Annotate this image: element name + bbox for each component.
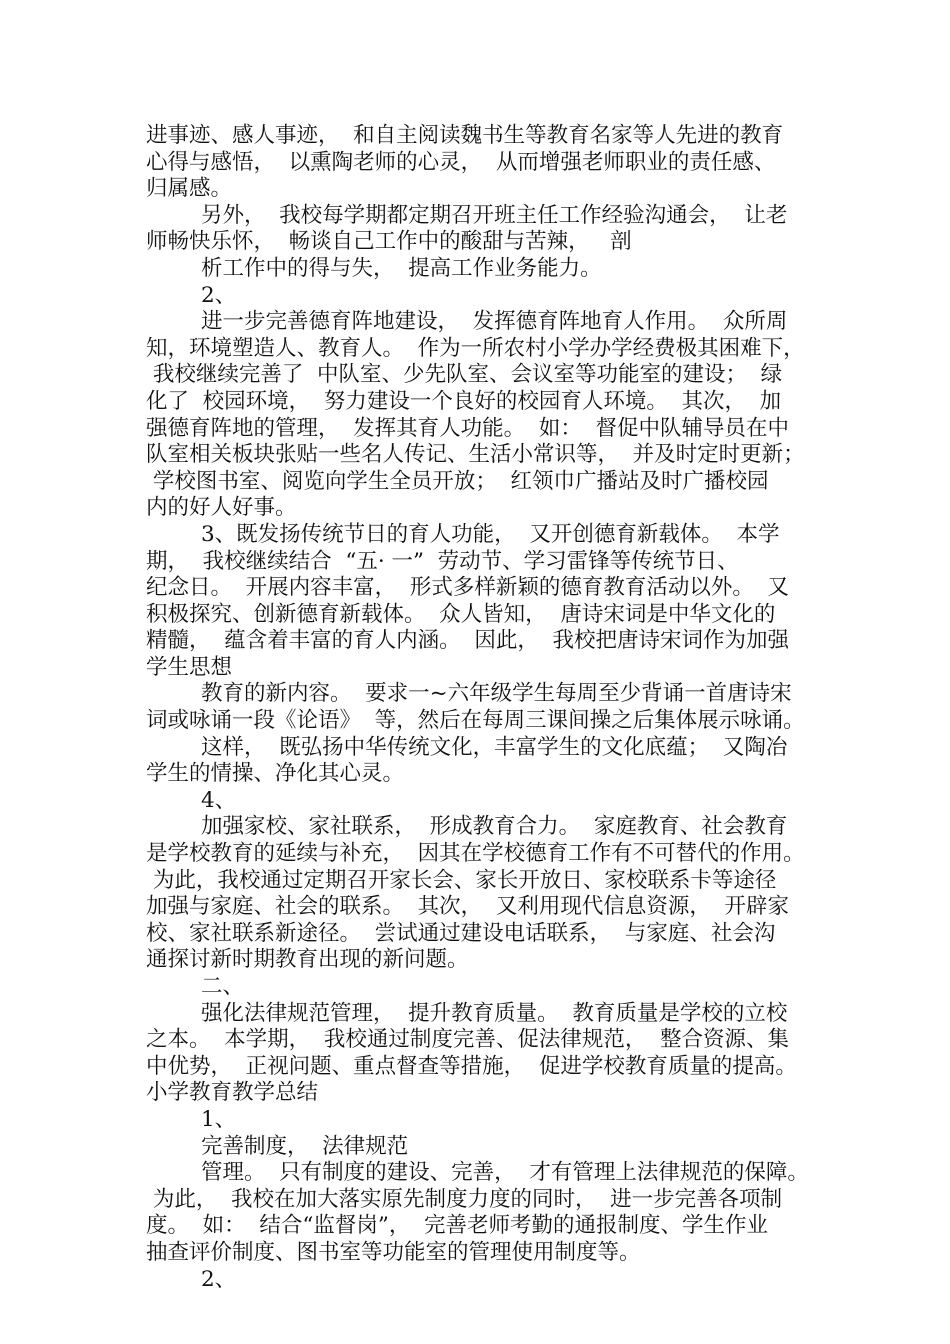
text-line: 加强家校、家社联系， 形成教育合力。 家庭教育、社会教育	[201, 814, 788, 840]
text-line: 是学校教育的延续与补充， 因其在学校德育工作有不可替代的作用。	[146, 841, 805, 867]
text-line: 积极探究、创新德育新载体。 众人皆知， 唐诗宋词是中华文化的	[146, 601, 776, 627]
text-line: 精髓， 蕴含着丰富的育人内涵。 因此， 我校把唐诗宋词作为加强	[146, 628, 790, 654]
text-line: 之本。 本学期， 我校通过制度完善、促法律规范， 整合资源、集	[146, 1027, 790, 1053]
text-line: 通探讨新时期教育出现的新问题。	[146, 947, 469, 973]
text-line: 度。 如： 结合“监督岗”， 完善老师考勤的通报制度、学生作业	[146, 1213, 768, 1239]
text-line: 教育的新内容。 要求一~六年级学生每周至少背诵一首唐诗宋	[201, 681, 792, 707]
text-line: 为此，我校通过定期召开家长会、家长开放日、家校联系卡等途径	[146, 867, 777, 893]
text-line: 内的好人好事。	[146, 495, 297, 521]
text-line: 加强与家庭、社会的联系。 其次， 又利用现代信息资源， 开辟家	[146, 894, 790, 920]
text-line: 管理。 只有制度的建设、完善， 才有管理上法律规范的保障。	[201, 1160, 809, 1186]
text-line: 2、	[201, 1266, 237, 1292]
text-line: 纪念日。 开展内容丰富， 形式多样新颖的德育教育活动以外。 又	[146, 575, 790, 601]
text-line: 知，环境塑造人、教育人。 作为一所农村小学办学经费极其困难下，	[146, 335, 805, 361]
text-line: 我校继续完善了 中队室、少先队室、会议室等功能室的建设； 绿	[146, 362, 783, 388]
text-line: 期， 我校继续结合 “五· 一” 劳动节、学习雷锋等传统节日、	[146, 548, 739, 574]
text-line: 师畅快乐怀， 畅谈自己工作中的酸甜与苦辣， 剖	[146, 229, 632, 255]
text-line: 学生的情操、净化其心灵。	[146, 761, 405, 787]
text-line: 析工作中的得与失， 提高工作业务能力。	[201, 255, 602, 281]
text-line: 抽查评价制度、图书室等功能室的管理使用制度等。	[146, 1239, 641, 1265]
text-line: 进事迹、感人事迹， 和自主阅读魏书生等教育名家等人先进的教育	[146, 123, 784, 148]
document-body	[146, 123, 836, 1293]
text-line: 学生思想	[146, 654, 233, 680]
text-line: 强化法律规范管理， 提升教育质量。 教育质量是学校的立校	[201, 1000, 788, 1026]
text-line: 词或咏诵一段《论语》 等，然后在每周三课间操之后集体展示咏诵。	[146, 708, 805, 734]
text-line: 3、既发扬传统节日的育人功能， 又开创德育新载体。 本学	[201, 521, 780, 547]
text-line: 归属感。	[146, 176, 233, 202]
text-line: 完善制度， 法律规范	[201, 1133, 409, 1159]
text-line: 强德育阵地的管理， 发挥其育人功能。 如： 督促中队辅导员在中	[146, 415, 790, 441]
text-line: 4、	[201, 787, 237, 813]
text-line: 心得与感悟， 以熏陶老师的心灵， 从而增强老师职业的责任感、	[146, 149, 776, 175]
text-line: 为此， 我校在加大落实原先制度力度的同时， 进一步完善各项制	[146, 1186, 783, 1212]
text-line: 这样， 既弘扬中华传统文化，丰富学生的文化底蕴； 又陶冶	[201, 734, 788, 760]
text-line: 二、	[201, 974, 245, 999]
text-line: 中优势， 正视问题、重点督查等措施， 促进学校教育质量的提高。	[146, 1053, 797, 1079]
text-line: 1、	[201, 1106, 237, 1132]
text-line: 进一步完善德育阵地建设， 发挥德育阵地育人作用。 众所周	[201, 309, 788, 335]
text-line: 化了 校园环境， 努力建设一个良好的校园育人环境。 其次， 加	[146, 388, 782, 414]
text-line: 另外， 我校每学期都定期召开班主任工作经验沟通会， 让老	[201, 202, 788, 228]
text-line: 校、家社联系新途径。 尝试通过建设电话联系， 与家庭、社会沟	[146, 920, 776, 946]
text-line: 小学教育教学总结	[146, 1080, 319, 1106]
text-line: 队室相关板块张贴一些名人传记、生活小常识等， 并及时定时更新；	[146, 442, 805, 468]
text-line: 2、	[201, 282, 237, 308]
text-line: 学校图书室、阅览向学生全员开放； 红领巾广播站及时广播校园	[146, 468, 769, 494]
